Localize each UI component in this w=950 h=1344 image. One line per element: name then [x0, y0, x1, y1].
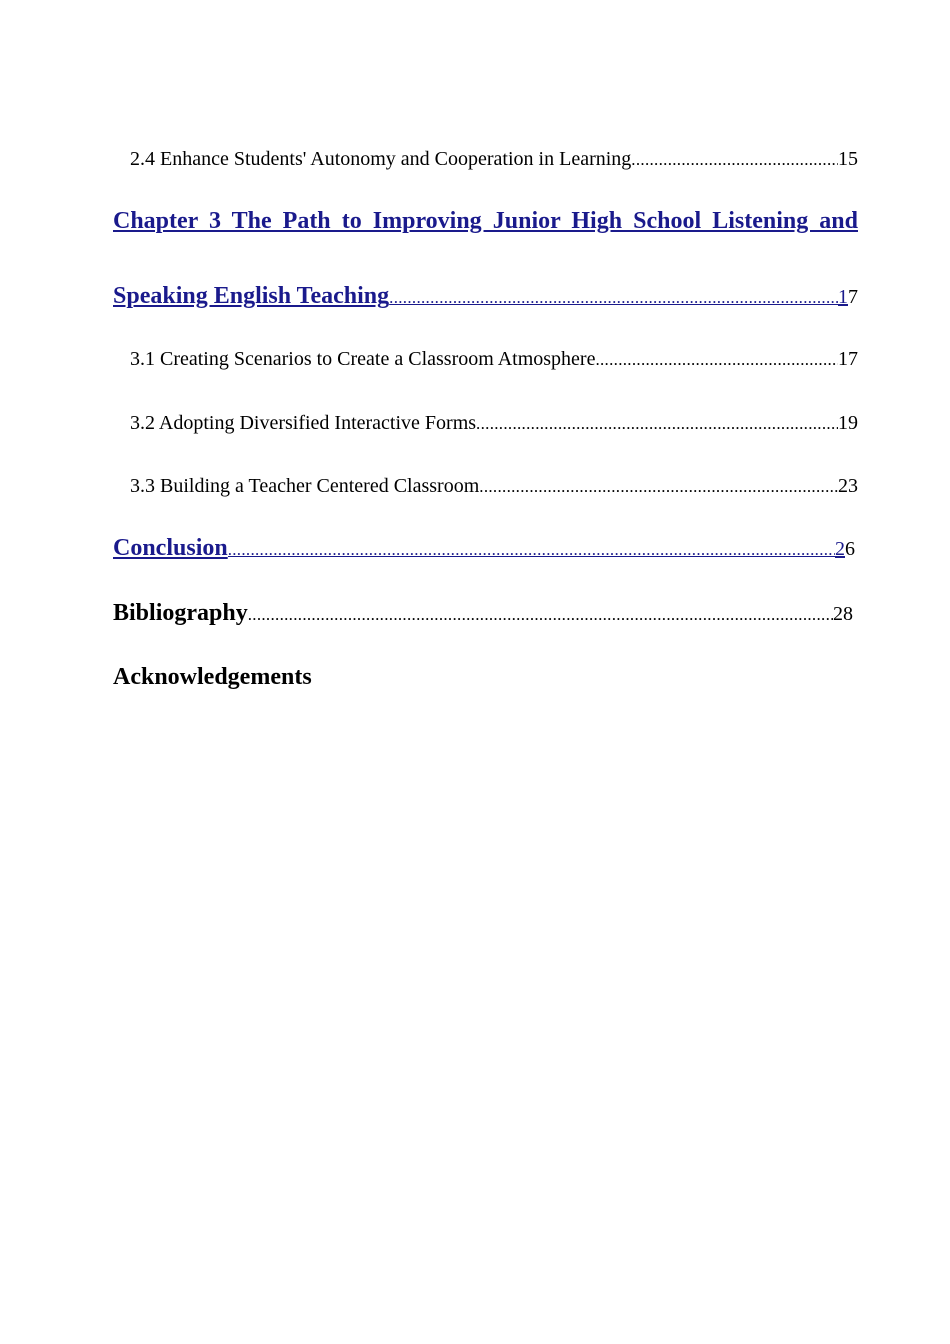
dot-leader [595, 350, 838, 370]
dot-leader [479, 477, 838, 497]
toc-page-number-rest: 7 [848, 286, 858, 308]
toc-page-number: 28 [833, 603, 853, 625]
chapter-3-title-line1[interactable]: Chapter 3 The Path to Improving Junior High School Listening and [113, 208, 858, 234]
toc-entry-3-1[interactable] [130, 348, 858, 371]
toc-chapter-3-line1[interactable] [113, 208, 858, 235]
toc-page-number: 17 [838, 348, 858, 370]
conclusion-title[interactable]: Conclusion [113, 535, 228, 561]
toc-page-number: 15 [838, 148, 858, 170]
toc-entry-title: 3.3 Building a Teacher Centered Classroom [130, 475, 480, 497]
toc-page-number: 23 [838, 475, 858, 497]
chapter-3-title-line2[interactable]: Speaking English Teaching [113, 283, 390, 309]
dot-leader [228, 540, 835, 560]
dot-leader [631, 150, 838, 170]
toc-chapter-3-line2[interactable] [113, 283, 858, 310]
acknowledgements-title: Acknowledgements [113, 664, 312, 690]
dot-leader [389, 288, 838, 308]
toc-bibliography[interactable] [113, 600, 853, 627]
toc-entry-title: 2.4 Enhance Students' Autonomy and Cooperation in Learning [130, 148, 632, 170]
dot-leader [476, 414, 838, 434]
toc-entry-title: 3.1 Creating Scenarios to Create a Classroom Atmosphere [130, 348, 596, 370]
toc-page-number-link[interactable]: 2 [835, 538, 845, 560]
toc-entry-title: 3.2 Adopting Diversified Interactive Forms [130, 412, 477, 434]
toc-entry-2-4[interactable] [130, 148, 858, 171]
toc-page-number-rest: 6 [845, 538, 855, 560]
toc-page-number-link[interactable]: 1 [838, 286, 848, 308]
bibliography-title: Bibliography [113, 600, 248, 626]
toc-entry-3-3[interactable] [130, 475, 858, 498]
toc-entry-3-2[interactable] [130, 412, 858, 435]
toc-conclusion[interactable] [113, 535, 855, 562]
dot-leader [248, 605, 833, 625]
toc-acknowledgements[interactable] [113, 664, 858, 691]
toc-page-number: 19 [838, 412, 858, 434]
